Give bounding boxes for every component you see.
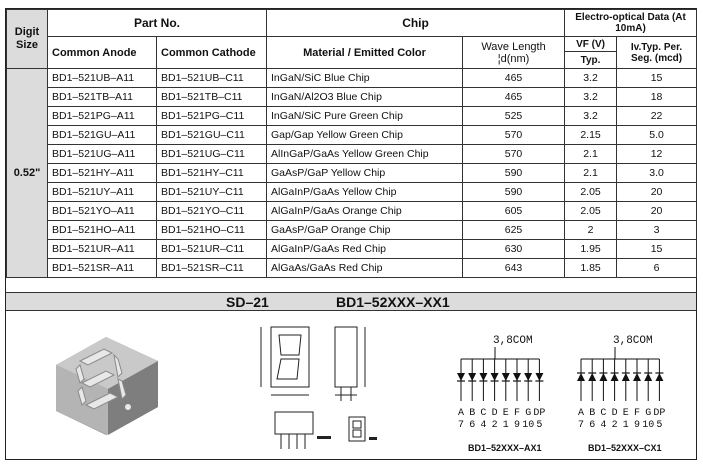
segment-letter: F [633, 408, 641, 419]
diode-symbol [622, 373, 630, 381]
led-display-photo [36, 325, 186, 447]
pin-number: 4 [600, 420, 607, 431]
vf-cell: 2.1 [565, 164, 617, 183]
anode-cell: BD1–521PG–A11 [48, 107, 157, 126]
wave-cell: 465 [463, 88, 565, 107]
vf-cell: 1.85 [565, 259, 617, 278]
wave-header [463, 37, 565, 69]
material-cell: AlGaInP/GaAs Red Chip [267, 240, 463, 259]
table-body [7, 69, 697, 278]
iv-cell: 6 [617, 259, 697, 278]
wave-cell: 605 [463, 202, 565, 221]
diode-symbol [535, 373, 543, 381]
iv-cell: 3.0 [617, 164, 697, 183]
iv-cell: 15 [617, 69, 697, 88]
datasheet-panel [5, 8, 697, 460]
pin-number: 7 [457, 420, 465, 431]
pin-number: 5 [656, 420, 663, 431]
cathode-cell: BD1–521YO–C11 [157, 202, 267, 221]
table-row [7, 88, 697, 107]
pin-number: 7 [577, 420, 585, 431]
cathode-cell: BD1–521UY–C11 [157, 183, 267, 202]
iv-cell: 18 [617, 88, 697, 107]
iv-cell: 5.0 [617, 126, 697, 145]
material-cell: GaAsP/GaP Yellow Chip [267, 164, 463, 183]
iv-header-line2: Seg. (mcd) [630, 52, 683, 64]
segment-letter: G [645, 408, 652, 419]
series-label: BD1–52XXX–XX1 [336, 294, 450, 310]
iv-cell: 12 [617, 145, 697, 164]
wave-header-line1: Wave Length [481, 40, 546, 53]
segment-letter: C [600, 408, 607, 419]
figures-row [6, 311, 696, 459]
iv-header-line1: Iv.Typ. Per. [630, 41, 683, 53]
package-label: SD–21 [226, 294, 269, 310]
iv-cell: 15 [617, 240, 697, 259]
diode-symbol [502, 373, 510, 381]
series-banner [6, 292, 696, 311]
wave-cell: 525 [463, 107, 565, 126]
material-cell: AlInGaP/GaAs Yellow Green Chip [267, 145, 463, 164]
cathode-cell: BD1–521PG–C11 [157, 107, 267, 126]
pin-number: 1 [502, 420, 509, 431]
table-row [7, 145, 697, 164]
material-cell: InGaN/SiC Blue Chip [267, 69, 463, 88]
anode-cell: BD1–521GU–A11 [48, 126, 157, 145]
cathode-cell: BD1–521UB–C11 [157, 69, 267, 88]
spec-table [6, 9, 697, 278]
diode-symbol [457, 373, 465, 381]
material-cell: AlGaAs/GaAs Red Chip [267, 259, 463, 278]
anode-cell: BD1–521UB–A11 [48, 69, 157, 88]
vf-cell: 2.15 [565, 126, 617, 145]
anode-cell: BD1–521HO–A11 [48, 221, 157, 240]
diode-symbol [577, 373, 585, 381]
digit-size-value: 0.52" [7, 69, 48, 278]
material-cell: AlGaInP/GaAs Yellow Chip [267, 183, 463, 202]
eo-header-text: Electro-optical Data (At 10mA) [575, 12, 686, 34]
segment-letter: F [513, 408, 521, 419]
table-row [7, 126, 697, 145]
iv-cell: 3 [617, 221, 697, 240]
iv-cell: 20 [617, 202, 697, 221]
common-cathode-com-label: 3,8COM [613, 335, 653, 347]
vf-cell: 3.2 [565, 88, 617, 107]
diode-symbol [655, 373, 663, 381]
iv-header [617, 37, 697, 69]
material-header: Material / Emitted Color [267, 37, 463, 69]
segment-letter: B [469, 408, 476, 419]
diode-symbol [468, 373, 476, 381]
vf-cell: 3.2 [565, 69, 617, 88]
table-row [7, 164, 697, 183]
wave-cell: 590 [463, 183, 565, 202]
wave-cell: 590 [463, 164, 565, 183]
wave-cell: 570 [463, 126, 565, 145]
eo-header [565, 10, 697, 37]
table-row [7, 221, 697, 240]
vf-cell: 2.05 [565, 202, 617, 221]
part-no-header: Part No. [48, 10, 267, 37]
pin-number: 9 [633, 420, 641, 431]
common-cathode-caption: BD1–52XXX–CX1 [588, 443, 662, 453]
cathode-cell: BD1–521UG–C11 [157, 145, 267, 164]
pin-number: 1 [622, 420, 629, 431]
cathode-cell: BD1–521HY–C11 [157, 164, 267, 183]
material-cell: AlGaInP/GaAs Orange Chip [267, 202, 463, 221]
diode-symbol [633, 373, 641, 381]
pin-number: 10 [522, 420, 535, 431]
segment-letter: D [491, 408, 498, 419]
table-row [7, 259, 697, 278]
common-cathode-header: Common Cathode [157, 37, 267, 69]
typ-header-label: Typ. [580, 55, 601, 66]
pin-number: 5 [536, 420, 543, 431]
segment-letter: A [457, 408, 465, 419]
vf-header-label: VF (V) [565, 37, 616, 52]
diode-symbol [599, 373, 607, 381]
vf-header [565, 37, 617, 69]
pin-number: 9 [513, 420, 521, 431]
cathode-cell: BD1–521UR–C11 [157, 240, 267, 259]
diode-symbol [479, 373, 487, 381]
vf-cell: 2.1 [565, 145, 617, 164]
vf-cell: 1.95 [565, 240, 617, 259]
segment-letter: D [611, 408, 618, 419]
cathode-cell: BD1–521TB–C11 [157, 88, 267, 107]
table-row [7, 69, 697, 88]
wave-cell: 465 [463, 69, 565, 88]
diode-symbol [491, 373, 499, 381]
table-row [7, 202, 697, 221]
wave-header-line2: ¦d(nm) [497, 52, 530, 65]
anode-cell: BD1–521TB–A11 [48, 88, 157, 107]
table-row [7, 107, 697, 126]
segment-letter: B [589, 408, 596, 419]
wave-cell: 570 [463, 145, 565, 164]
diode-symbol [588, 373, 596, 381]
digit-size-header [7, 10, 48, 69]
segment-letter: E [502, 408, 509, 419]
anode-cell: BD1–521UG–A11 [48, 145, 157, 164]
diode-symbol [644, 373, 652, 381]
wave-cell: 630 [463, 240, 565, 259]
common-cathode-circuit [571, 333, 671, 433]
vf-cell: 3.2 [565, 107, 617, 126]
vf-cell: 2 [565, 221, 617, 240]
segment-letter: DP [653, 408, 666, 419]
pin-number: 2 [491, 420, 498, 431]
anode-cell: BD1–521YO–A11 [48, 202, 157, 221]
common-anode-circuit [451, 333, 551, 433]
vf-cell: 2.05 [565, 183, 617, 202]
table-row [7, 240, 697, 259]
segment-letter: G [525, 408, 532, 419]
pin-number: 6 [589, 420, 596, 431]
material-cell: InGaN/SiC Pure Green Chip [267, 107, 463, 126]
segment-letter: C [480, 408, 487, 419]
iv-cell: 20 [617, 183, 697, 202]
common-anode-com-label: 3,8COM [493, 335, 533, 347]
cathode-cell: BD1–521HO–C11 [157, 221, 267, 240]
anode-cell: BD1–521UR–A11 [48, 240, 157, 259]
pin-number: 4 [480, 420, 487, 431]
pin-number: 10 [642, 420, 655, 431]
segment-letter: E [622, 408, 629, 419]
segment-letter: DP [533, 408, 546, 419]
anode-cell: BD1–521SR–A11 [48, 259, 157, 278]
wave-cell: 625 [463, 221, 565, 240]
diode-symbol [611, 373, 619, 381]
cathode-cell: BD1–521SR–C11 [157, 259, 267, 278]
anode-cell: BD1–521UY–A11 [48, 183, 157, 202]
material-cell: Gap/Gap Yellow Green Chip [267, 126, 463, 145]
material-cell: GaAsP/GaP Orange Chip [267, 221, 463, 240]
diode-symbol [513, 373, 521, 381]
diode-symbol [524, 373, 532, 381]
pin-number: 2 [611, 420, 618, 431]
dimension-drawing [251, 317, 381, 457]
common-anode-header: Common Anode [48, 37, 157, 69]
material-cell: InGaN/Al2O3 Blue Chip [267, 88, 463, 107]
cathode-cell: BD1–521GU–C11 [157, 126, 267, 145]
anode-cell: BD1–521HY–A11 [48, 164, 157, 183]
segment-letter: A [577, 408, 585, 419]
iv-cell: 22 [617, 107, 697, 126]
table-row [7, 183, 697, 202]
common-anode-caption: BD1–52XXX–AX1 [468, 443, 542, 453]
digit-size-header-text: Digit Size [14, 26, 40, 51]
chip-header: Chip [267, 10, 565, 37]
wave-cell: 643 [463, 259, 565, 278]
pin-number: 6 [469, 420, 476, 431]
